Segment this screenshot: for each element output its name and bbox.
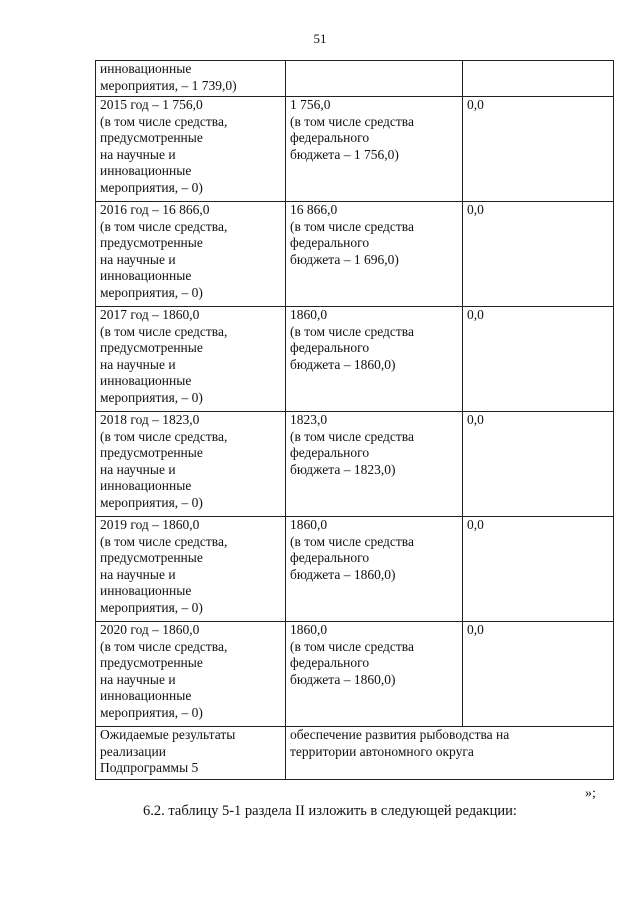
instruction-text: 6.2. таблицу 5-1 раздела II изложить в следующей редакции: [143,803,517,819]
cell-line: (в том числе средства, [100,533,228,549]
cell-line: бюджета – 1 696,0) [290,251,399,267]
cell-line: 0,0 [467,622,484,637]
cell-line: инновационные [100,268,192,283]
federal-budget-cell [286,307,463,412]
other-sources-cell [463,307,614,412]
other-sources-cell [463,517,614,622]
cell-line: федерального [290,130,370,145]
cell-line: предусмотренные [100,550,203,565]
cell-line: федерального [290,655,370,670]
funding-table [95,60,614,780]
cell-line: 0,0 [467,202,484,217]
cell-line: предусмотренные [100,130,203,145]
federal-budget-cell [286,412,463,517]
cell-line: бюджета – 1860,0) [290,566,396,582]
table-row [96,412,614,517]
table-row [96,517,614,622]
other-sources-cell [463,622,614,727]
cell-line: (в том числе средства, [100,218,228,234]
cell-line: 2019 год – 1860,0 [100,517,200,532]
funding-total-cell [96,307,286,412]
cell-line: мероприятия, – 0) [100,494,203,510]
cell-line: на научные и [100,566,176,582]
cell-line: (в том числе средства [290,323,414,339]
cell-line: бюджета – 1860,0) [290,356,396,372]
cell-line: 1860,0 [290,307,328,322]
federal-budget-cell [286,622,463,727]
cell-line: бюджета – 1 756,0) [290,146,399,162]
cell-line: на научные и [100,356,176,372]
cell-line: на научные и [100,461,176,477]
cell-line: 0,0 [467,97,484,112]
cell-line: Подпрограммы 5 [100,760,199,775]
cell-line: на научные и [100,146,176,162]
cell-line: 2015 год – 1 756,0 [100,97,203,112]
cell-line: 16 866,0 [290,202,338,217]
cell-line: предусмотренные [100,655,203,670]
cell-line: мероприятия, – 0) [100,389,203,405]
other-sources-cell [463,97,614,202]
cell-line: на научные и [100,251,176,267]
funding-total-cell [96,61,286,97]
cell-line: федерального [290,340,370,355]
cell-line: предусмотренные [100,340,203,355]
funding-total-cell [96,202,286,307]
other-sources-cell [463,202,614,307]
cell-line: предусмотренные [100,445,203,460]
other-sources-cell [463,412,614,517]
table-row [96,307,614,412]
federal-budget-cell [286,97,463,202]
federal-budget-cell [286,61,463,97]
cell-line: федерального [290,235,370,250]
funding-total-cell [96,412,286,517]
cell-line: (в том числе средства, [100,323,228,339]
funding-total-cell [96,97,286,202]
cell-line: предусмотренные [100,235,203,250]
cell-line: Ожидаемые результаты [100,727,236,742]
cell-line: 2016 год – 16 866,0 [100,202,210,217]
cell-line: инновационные [100,478,192,493]
other-sources-cell [463,61,614,97]
cell-line: (в том числе средства, [100,638,228,654]
cell-line: территории автономного округа [290,743,474,759]
cell-line: инновационные [100,373,192,388]
cell-line: 2017 год – 1860,0 [100,307,200,322]
federal-budget-cell [286,202,463,307]
cell-line: (в том числе средства [290,638,414,654]
page-number: 51 [313,31,327,46]
cell-line: на научные и [100,671,176,687]
cell-line: мероприятия, – 0) [100,704,203,720]
cell-line: мероприятия, – 0) [100,284,203,300]
cell-line: мероприятия, – 1 739,0) [100,77,237,93]
cell-line: инновационные [100,583,192,598]
table-row [96,622,614,727]
cell-line: 1 756,0 [290,97,331,112]
cell-line: инновационные [100,163,192,178]
cell-line: мероприятия, – 0) [100,179,203,195]
cell-line: федерального [290,550,370,565]
cell-line: инновационные [100,688,192,703]
cell-line: 1860,0 [290,622,328,637]
funding-total-cell [96,517,286,622]
cell-line: (в том числе средства [290,218,414,234]
cell-line: 0,0 [467,517,484,532]
cell-line: бюджета – 1860,0) [290,671,396,687]
cell-line: федерального [290,445,370,460]
table-row [96,97,614,202]
closing-quote: »; [585,786,596,801]
cell-line: обеспечение развития рыбоводства на [290,727,510,742]
results-value-cell [286,727,614,780]
cell-line: 2018 год – 1823,0 [100,412,200,427]
cell-line: (в том числе средства, [100,113,228,129]
results-label-cell [96,727,286,780]
cell-line: реализации [100,743,166,759]
cell-line: 1860,0 [290,517,328,532]
table-row-continued [96,61,614,97]
cell-line: (в том числе средства [290,428,414,444]
cell-line: инновационные [100,61,192,76]
cell-line: 0,0 [467,307,484,322]
cell-line: бюджета – 1823,0) [290,461,396,477]
cell-line: 1823,0 [290,412,328,427]
cell-line: мероприятия, – 0) [100,599,203,615]
cell-line: (в том числе средства [290,533,414,549]
cell-line: (в том числе средства [290,113,414,129]
table-row-results [96,727,614,780]
table-row [96,202,614,307]
federal-budget-cell [286,517,463,622]
funding-total-cell [96,622,286,727]
cell-line: 2020 год – 1860,0 [100,622,200,637]
cell-line: 0,0 [467,412,484,427]
cell-line: (в том числе средства, [100,428,228,444]
